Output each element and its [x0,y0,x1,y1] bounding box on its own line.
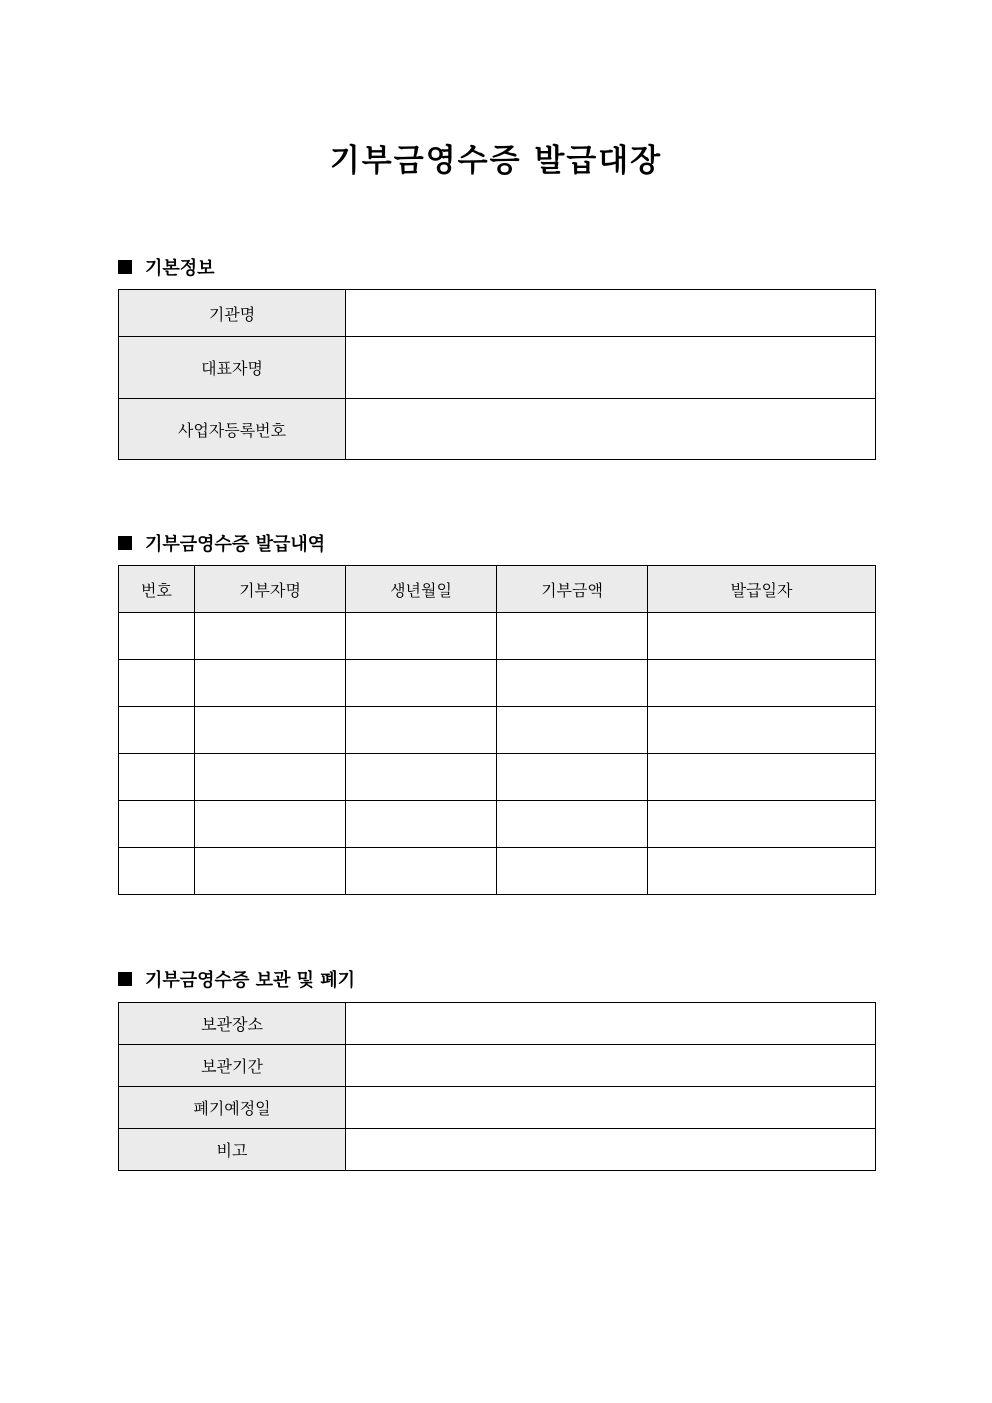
document-title: 기부금영수증 발급대장 [329,143,663,179]
table-cell[interactable] [119,613,195,660]
basic-info-heading-text: 기본정보 [145,258,215,279]
table-cell[interactable] [497,660,648,707]
column-header-issue-date: 발급일자 [648,566,876,613]
table-row [119,1045,876,1087]
table-row [119,613,876,660]
table-cell[interactable] [648,660,876,707]
storage-period-field[interactable] [346,1045,876,1087]
table-cell[interactable] [195,660,346,707]
table-cell[interactable] [497,754,648,801]
square-bullet-icon [118,536,132,550]
storage-location-field[interactable] [346,1003,876,1045]
storage-disposal-heading [118,966,355,992]
table-row [119,848,876,895]
basic-info-table [118,289,876,460]
table-cell[interactable] [648,707,876,754]
storage-period-label: 보관기간 [119,1045,346,1087]
storage-disposal-heading-text: 기부금영수증 보관 및 폐기 [145,970,356,991]
table-cell[interactable] [497,707,648,754]
table-cell[interactable] [119,660,195,707]
column-header-donation-amount: 기부금액 [497,566,648,613]
remarks-label: 비고 [119,1129,346,1171]
table-cell[interactable] [497,848,648,895]
table-row [119,754,876,801]
disposal-date-field[interactable] [346,1087,876,1129]
issuance-history-heading [118,530,325,556]
column-header-birth-date: 생년월일 [346,566,497,613]
table-row [119,1087,876,1129]
table-cell[interactable] [119,848,195,895]
representative-name-field[interactable] [346,337,876,399]
table-row [119,1129,876,1171]
table-row [119,660,876,707]
remarks-field[interactable] [346,1129,876,1171]
square-bullet-icon [118,260,132,274]
table-row [119,707,876,754]
column-header-number: 번호 [119,566,195,613]
table-cell[interactable] [119,754,195,801]
institution-name-label: 기관명 [119,290,346,337]
table-cell[interactable] [346,848,497,895]
storage-disposal-table [118,1002,876,1171]
table-cell[interactable] [497,801,648,848]
table-cell[interactable] [346,613,497,660]
table-row [119,399,876,460]
issuance-history-table [118,565,876,895]
table-row [119,801,876,848]
table-cell[interactable] [119,707,195,754]
table-cell[interactable] [195,848,346,895]
table-cell[interactable] [195,613,346,660]
table-cell[interactable] [346,707,497,754]
issuance-history-heading-text: 기부금영수증 발급내역 [145,534,326,555]
representative-name-label: 대표자명 [119,337,346,399]
table-row [119,337,876,399]
business-reg-number-label: 사업자등록번호 [119,399,346,460]
table-cell[interactable] [648,613,876,660]
table-cell[interactable] [195,707,346,754]
table-cell[interactable] [195,754,346,801]
disposal-date-label: 폐기예정일 [119,1087,346,1129]
institution-name-field[interactable] [346,290,876,337]
table-cell[interactable] [648,754,876,801]
table-header-row [119,566,876,613]
square-bullet-icon [118,972,132,986]
table-cell[interactable] [648,801,876,848]
table-cell[interactable] [119,801,195,848]
table-cell[interactable] [648,848,876,895]
basic-info-heading [118,254,215,280]
table-cell[interactable] [195,801,346,848]
table-cell[interactable] [346,801,497,848]
business-reg-number-field[interactable] [346,399,876,460]
column-header-donor-name: 기부자명 [195,566,346,613]
table-row [119,290,876,337]
table-row [119,1003,876,1045]
table-cell[interactable] [497,613,648,660]
table-cell[interactable] [346,754,497,801]
storage-location-label: 보관장소 [119,1003,346,1045]
table-cell[interactable] [346,660,497,707]
